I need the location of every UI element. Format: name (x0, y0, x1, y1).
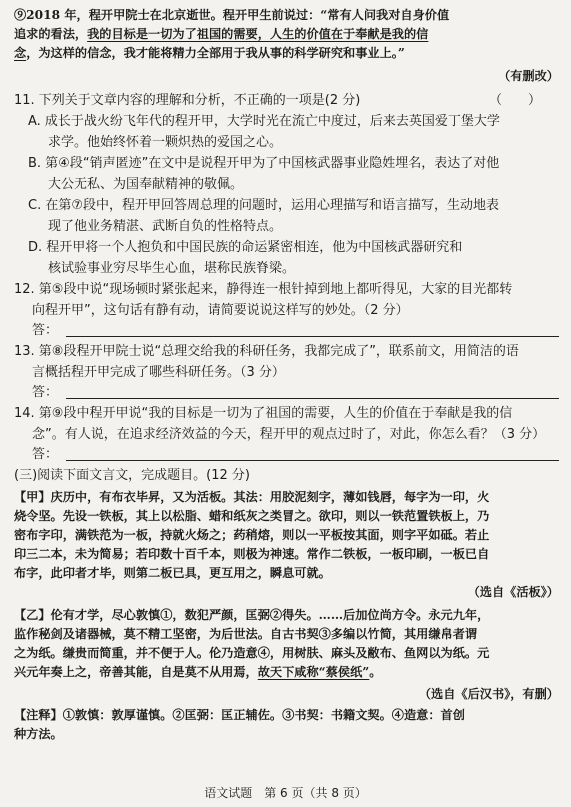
yi-source: （选自《后汉书》，有删） (418, 687, 559, 701)
jia-source: （选自《活板》） (467, 585, 559, 599)
para9-line1: ⑨2018 年，程开甲院士在北京逝世。程开甲生前说过：“常有人问我对自身价值 (14, 8, 450, 22)
q13-answer-line[interactable] (66, 398, 559, 399)
question-11 (14, 90, 559, 279)
q11-option-c-cont: 现了他业务精湛、武断自负的性格特点。 (48, 219, 283, 234)
section-3-heading: (三)阅读下面文言文，完成题目。(12 分) (14, 468, 250, 483)
para9-line3-text: ，为这样的信念，我才能将精力全部用于我从事的科学研究和事业上。” (26, 46, 405, 60)
q12-answer-label: 答： (32, 323, 59, 338)
jia-line3: 密布字印，满铁范为一板，持就火炀之；药稍熔，则以一平板按其面，则字平如砥。若止 (14, 528, 490, 542)
q14-answer-label: 答： (32, 447, 59, 462)
notes-label: 【注释】 (14, 708, 63, 722)
jia-line5: 布字，此印者才毕，则第二板已具，更互用之，瞬息可就。 (14, 566, 331, 580)
q14-line1: 14. 第⑨段中程开甲说“我的目标是一切为了祖国的需要，人生的价值在于奉献是我的信 (14, 406, 513, 421)
q13-answer-area[interactable] (14, 383, 559, 403)
passage-jia (14, 488, 559, 602)
q11-option-a: A. 成长于战火纷飞年代的程开甲，大学时光在流亡中度过，后来去英国爱丁堡大学 (28, 114, 500, 129)
yi-line4-end: 。 (369, 665, 382, 679)
q11-option-c: C. 在第⑦段中，程开甲回答周总理的问题时，运用心理描写和语言描写，生动地表 (28, 198, 499, 213)
q13-line1: 13. 第⑧段程开甲院士说“总理交给我的科研任务，我都完成了”，联系前文，用简洁的语 (14, 344, 519, 359)
yi-line3: 之为纸。缣贵而简重，并不便于人。伦乃造意④，用树肤、麻头及敝布、鱼网以为纸。元 (14, 646, 490, 660)
q11-option-d-cont: 核试验事业穷尽毕生心血，堪称民族脊梁。 (48, 261, 296, 276)
q12-line1: 12. 第⑤段中说“现场顿时紧张起来，静得连一根针掉到地上都听得见，大家的目光都转 (14, 282, 513, 297)
notes-line1 (14, 706, 559, 725)
yi-line4 (14, 663, 559, 682)
exam-page (14, 6, 559, 744)
para9-line2-text: 追求的看法， (14, 27, 88, 41)
q14-answer-area[interactable] (14, 445, 559, 465)
para9-underlined-end: 念 (14, 46, 27, 60)
para9-source: （有删改） (498, 69, 559, 83)
para9-line3 (14, 44, 559, 63)
paragraph-9 (14, 6, 559, 86)
q11-option-b: B. 第④段“销声匿迹”在文中是说程开甲为了中国核武器事业隐姓埋名，表达了对他 (28, 156, 500, 171)
passage-yi (14, 606, 559, 704)
q11-option-a-cont: 求学。他始终怀着一颗炽热的爱国之心。 (48, 135, 283, 150)
question-12 (14, 279, 559, 341)
q11-option-d: D. 程开甲将一个人抱负和中国民族的命运紧密相连，他为中国核武器研究和 (28, 240, 463, 255)
page-footer: 语文试题 第 6 页（共 8 页） (204, 786, 367, 800)
para9-line2 (14, 25, 559, 44)
yi-underlined-sentence: 故天下咸称“蔡侯纸” (257, 665, 370, 679)
notes-line2: 种方法。 (14, 727, 63, 741)
q12-line2: 向程开甲”，这句话有静有动，请简要说说这样写的妙处。（2 分） (32, 303, 409, 318)
jia-line2: 烧令坚。先设一铁板，其上以松脂、蜡和纸灰之类冒之。欲印，则以一铁范置铁板上，乃 (14, 509, 490, 523)
jia-line1: 【甲】庆历中，有布衣毕昇，又为活板。其法：用胶泥刻字，薄如钱唇，每字为一印，火 (14, 490, 490, 504)
q12-answer-area[interactable] (14, 321, 559, 341)
question-14 (14, 403, 559, 465)
q11-answer-paren: （ ） (488, 93, 541, 108)
jia-line4: 印三二本，未为简易；若印数十百千本，则极为神速。常作二铁板，一板印刷，一板已自 (14, 547, 490, 561)
q14-answer-line[interactable] (66, 460, 559, 461)
q11-stem (14, 90, 559, 111)
yi-line4-text: 兴元年奏上之，帝善其能，自是莫不从用焉， (14, 665, 258, 679)
q13-answer-label: 答： (32, 385, 59, 400)
q13-line2: 言概括程开甲完成了哪些科研任务。（3 分） (32, 365, 285, 380)
yi-line1: 【乙】伦有才学，尽心敦慎①，数犯严颜，匡弼②得失。……后加位尚方令。永元九年， (14, 608, 490, 622)
annotations (14, 706, 559, 744)
q14-line2: 念”。有人说，在追求经济效益的今天，程开甲的观点过时了，对此，你怎么看？（3 分） (32, 427, 546, 442)
para9-underlined-quote: 我的目标是一切为了祖国的需要，人生的价值在于奉献是我的信 (87, 27, 429, 41)
q11-stem-text: 11. 下列关于文章内容的理解和分析，不正确的一项是(2 分) (14, 93, 361, 108)
question-13 (14, 341, 559, 403)
q11-option-b-cont: 大公无私、为国奉献精神的敬佩。 (48, 177, 244, 192)
q12-answer-line[interactable] (66, 336, 559, 337)
notes-text: ①敦慎：敦厚谨慎。②匡弼：匡正辅佐。③书契：书籍文契。④造意：首创 (62, 708, 465, 722)
yi-line2: 监作秘剑及诸器械，莫不精工坚密，为后世法。自古书契③多编以竹简，其用缣帛者谓 (14, 627, 478, 641)
